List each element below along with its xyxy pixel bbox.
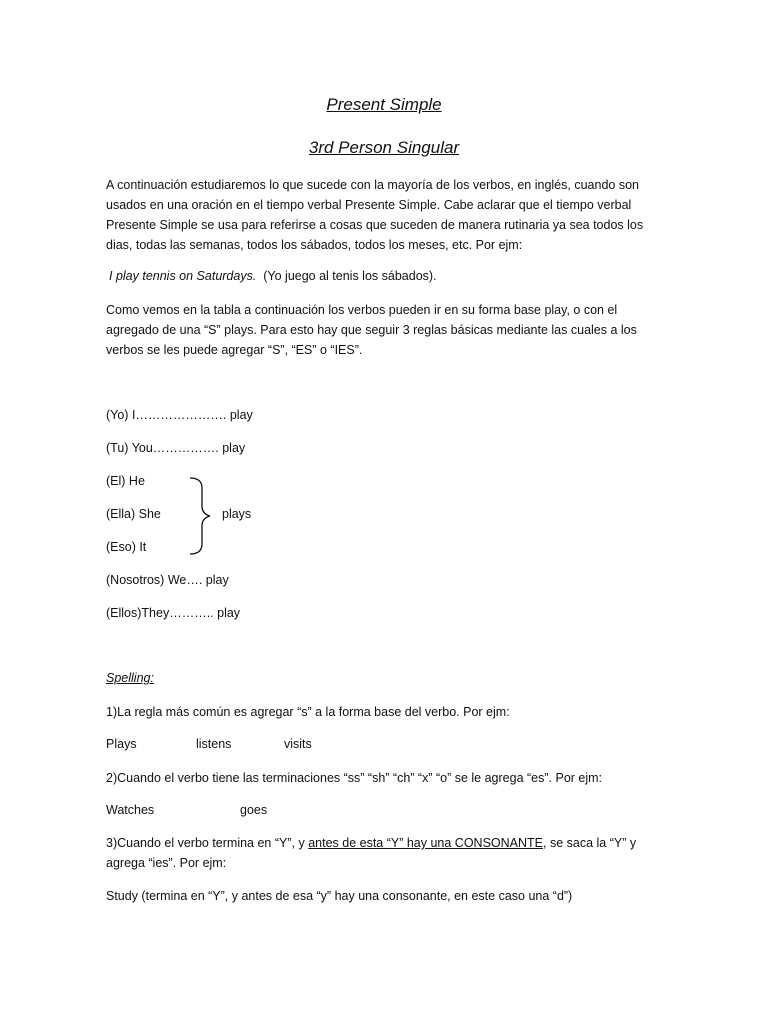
pronoun-nosotros: (Nosotros) We…. play xyxy=(106,573,229,587)
pronoun-tu: (Tu) You……………. play xyxy=(106,441,246,455)
pronoun-yo: (Yo) I…………………. play xyxy=(106,408,253,422)
rule3-text-b: , se saca la “Y” y agrega “ies”. Por ejm: xyxy=(106,836,637,870)
page-title: Present Simple xyxy=(326,95,442,114)
curly-brace-icon xyxy=(188,476,218,556)
example-sentence xyxy=(109,268,437,284)
page-subtitle: 3rd Person Singular xyxy=(308,138,460,157)
example-english: I play tennis on Saturdays. xyxy=(109,269,257,283)
pronoun-eso: (Eso) It xyxy=(106,540,147,554)
pronoun-el: (El) He xyxy=(106,474,145,488)
plays-label: plays xyxy=(222,507,252,521)
spelling-heading: Spelling: xyxy=(106,671,154,685)
rule1-example-plays: Plays xyxy=(106,737,137,751)
explain-paragraph: Como vemos en la tabla a continuación los verbos pueden ir en su forma base play, o con el agregado de una “S” plays. Para esto hay que seguir 3 reglas básicas mediante las cuales a los verbos se les puede agregar “S”, “ES” o “IES”. xyxy=(106,303,637,357)
rule3-example: Study (termina en “Y”, y antes de esa “y” hay una consonante, en este caso una “d”) xyxy=(106,889,573,903)
example-spanish: (Yo juego al tenis los sábados). xyxy=(263,269,437,283)
rule1-example-visits: visits xyxy=(284,737,312,751)
pronoun-ellos: (Ellos)They……….. play xyxy=(106,606,241,620)
rule-3 xyxy=(106,833,641,873)
intro-paragraph: A continuación estudiaremos lo que sucede con la mayoría de los verbos, en inglés, cuando son usados en una oración en el tiempo verbal Presente Simple. Cabe aclarar que el tiempo verbal Presente Simple se usa para referirse a cosas que suceden de manera rutinaria ya sea todos los dias, todas las semanas, todos los sábados, todos los meses, etc. Por ejm: xyxy=(106,178,644,252)
rule-2: 2)Cuando el verbo tiene las terminaciones “ss” “sh” “ch” “x” “o” se le agrega “es”. Por ejm: xyxy=(106,771,603,785)
rule1-example-listens: listens xyxy=(196,737,232,751)
rule2-example-watches: Watches xyxy=(106,803,155,817)
rule-1: 1)La regla más común es agregar “s” a la forma base del verbo. Por ejm: xyxy=(106,705,510,719)
rule3-text-a: 3)Cuando el verbo termina en “Y”, y xyxy=(106,836,309,850)
rule2-example-goes: goes xyxy=(240,803,268,817)
rule3-text-underlined: antes de esta “Y” hay una CONSONANTE xyxy=(308,836,544,850)
pronoun-ella: (Ella) She xyxy=(106,507,161,521)
